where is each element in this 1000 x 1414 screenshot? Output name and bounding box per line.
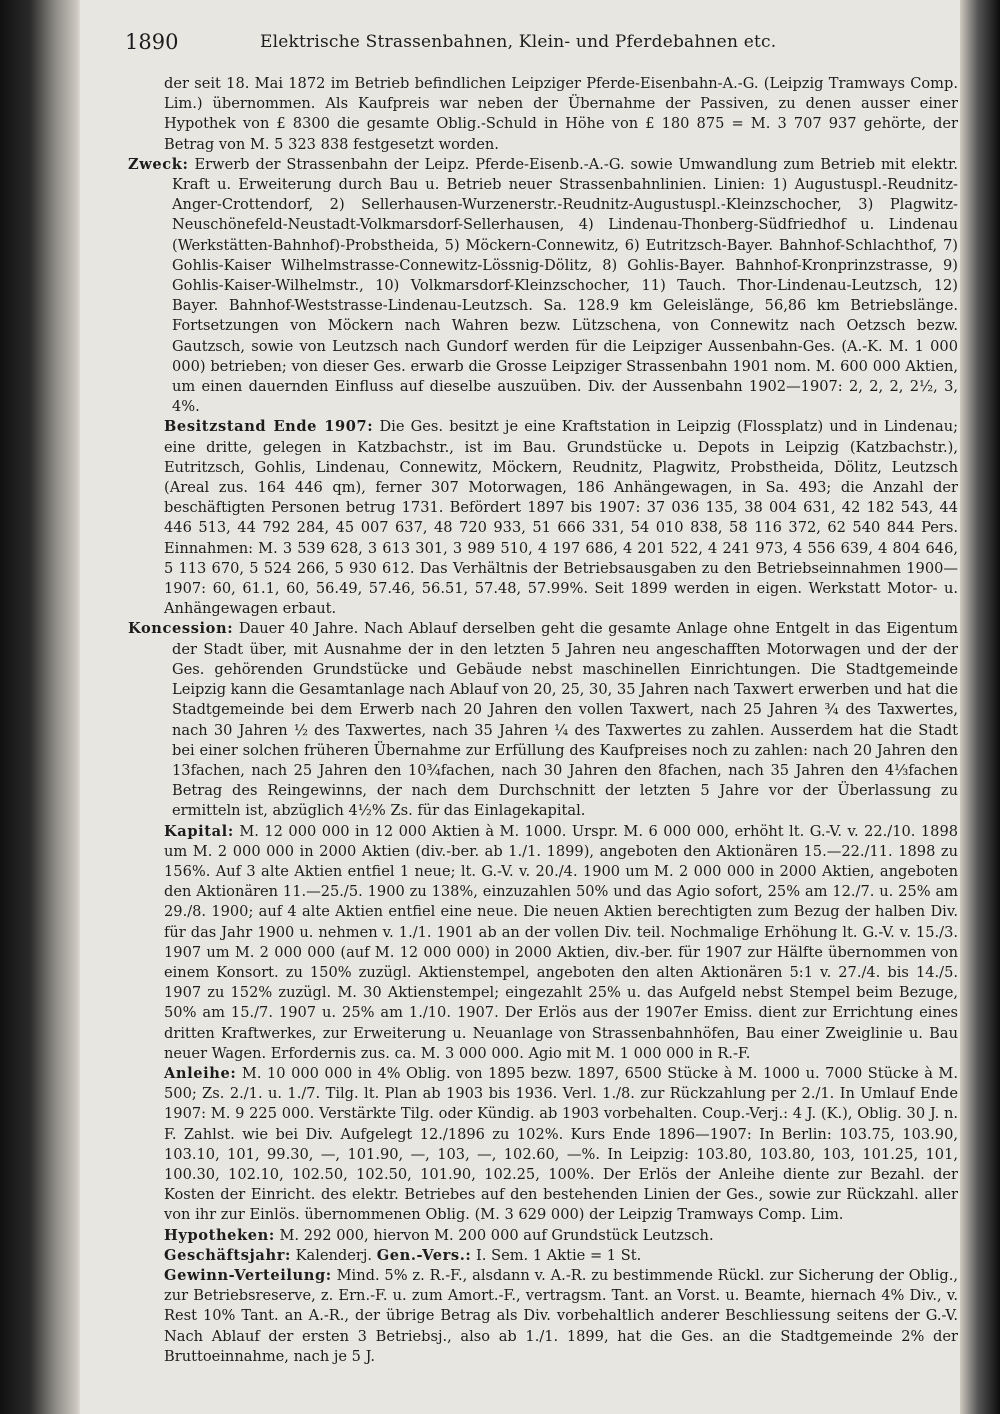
running-title: Elektrische Strassenbahnen, Klein- und Pferdebahnen etc. <box>260 32 777 52</box>
document-body <box>128 74 958 1367</box>
anleihe-label: Anleihe: <box>164 1064 237 1082</box>
geschaeftsjahr-text: Kalenderj. <box>295 1246 373 1264</box>
zweck-label: Zweck: <box>128 155 189 173</box>
scan-edge-right <box>960 0 1000 1414</box>
gen-vers-label: Gen.-Vers.: <box>376 1246 472 1264</box>
kapital-section <box>128 822 958 1064</box>
besitzstand-text: Die Ges. besitzt je eine Kraftstation in Leipzig (Flossplatz) und in Lindenau; eine dritte, gelegen in Katzbachstr., ist im Bau. Grundstücke u. Depots in Leipzig (Katzbachstr.), Eutritzsch, Gohlis, Lindenau, Connewitz, Möckern, Reudnitz, Plagwitz, Probstheida, Dölitz, Leutzsch (Areal zus. 164 446 qm), ferner 307 Motorwagen, 186 Anhängewagen, in Sa. 493; die Anzahl der beschäftigten Personen betrug 1731. Befördert 1897 bis 1907: 37 036 135, 38 004 631, 42 182 543, 44 446 513, 44 792 284, 45 007 637, 48 720 933, 51 666 331, 54 010 838, 58 116 372, 62 540 844 Pers. Einnahmen: M. 3 539 628, 3 613 301, 3 989 510, 4 197 686, 4 201 522, 4 241 973, 4 556 639, 4 804 646, 5 113 670, 5 524 266, 5 930 612. Das Verhältnis der Betriebsausgaben zu den Betriebseinnahmen 1900—1907: 60, 61.1, 60, 56.49, 57.46, 56.51, 57.48, 57.99%. Seit 1899 werden in eigen. Werkstatt Motor- u. Anhängewagen erbaut. <box>164 418 959 618</box>
hypotheken-label: Hypotheken: <box>164 1226 275 1244</box>
koncession-section <box>128 619 958 821</box>
hypotheken-section <box>128 1226 958 1246</box>
zweck-text: Erwerb der Strassenbahn der Leipz. Pferde-Eisenb.-A.-G. sowie Umwandlung zum Betrieb mit elektr. Kraft u. Erweiterung durch Bau u. Betrieb neuer Strassenbahnlinien. Linien: 1) Augustuspl.-Reudnitz-Anger-Crottendorf, 2) Sellerhausen-Wurzenerstr.-Reudnitz-Augustuspl.-Kleinzschocher, 3) Plagwitz-Neuschönefeld-Neustadt-Volkmarsdorf-Sellerhausen, 4) Lindenau-Thonberg-Südfriedhof u. Lindenau (Werkstätten-Bahnhof)-Probstheida, 5) Möckern-Connewitz, 6) Eutritzsch-Bayer. Bahnhof-Schlachthof, 7) Gohlis-Kaiser Wilhelmstrasse-Connewitz-Lössnig-Dölitz, 8) Gohlis-Bayer. Bahnhof-Kronprinzstrasse, 9) Gohlis-Kaiser-Wilhelmstr., 10) Volkmarsdorf-Kleinzschocher, 11) Tauch. Thor-Lindenau-Leutzsch, 12) Bayer. Bahnhof-Weststrasse-Lindenau-Leutzsch. Sa. 128.9 km Geleislänge, 56,86 km Betriebslänge. Fortsetzungen von Möckern nach Wahren bezw. Lützschena, von Connewitz nach Oetzsch bezw. Gautzsch, sowie von Leutzsch nach Gundorf werden für die Leipziger Aussenbahn-Ges. (A.-K. M. 1 000 000) betrieben; von dieser Ges. erwarb die Grosse Leipziger Strassenbahn 1901 nom. M. 600 000 Aktien, um einen dauernden Einfluss auf dieselbe auszuüben. Div. der Aussenbahn 1902—1907: 2, 2, 2, 2½, 3, 4%. <box>172 155 959 416</box>
gewinn-verteilung-label: Gewinn-Verteilung: <box>164 1266 332 1284</box>
page-header <box>125 30 955 58</box>
gen-vers-text: I. Sem. 1 Aktie = 1 St. <box>476 1246 642 1264</box>
gewinn-verteilung-section <box>128 1266 958 1367</box>
zweck-section <box>128 155 958 418</box>
geschaeftsjahr-label: Geschäftsjahr: <box>164 1246 291 1264</box>
kapital-label: Kapital: <box>164 822 234 840</box>
anleihe-text: M. 10 000 000 in 4% Oblig. von 1895 bezw. 1897, 6500 Stücke à M. 1000 u. 7000 Stücke à M. 500; Zs. 2./1. u. 1./7. Tilg. lt. Plan ab 1903 bis 1936. Verl. 1./8. zur Rückzahlung per 2./1. In Umlauf Ende 1907: M. 9 225 000. Verstärkte Tilg. oder Kündig. ab 1903 vorbehalten. Coup.-Verj.: 4 J. (K.), Oblig. 30 J. n. F. Zahlst. wie bei Div. Aufgelegt 12./1896 zu 102%. Kurs Ende 1896—1907: In Berlin: 103.75, 103.90, 103.10, 101, 99.30, —, 101.90, —, 103, —, 102.60, —%. In Leipzig: 103.80, 103.80, 103, 101.25, 101, 100.30, 102.10, 102.50, 102.50, 101.90, 102.25, 100%. Der Erlös der Anleihe diente zur Bezahl. der Kosten der Einricht. des elektr. Betriebes auf den bestehenden Linien der Ges., sowie zur Rückzahl. aller von ihr zur Einlös. übernommenen Oblig. (M. 3 629 000) der Leipzig Tramways Comp. Lim. <box>164 1064 959 1224</box>
anleihe-section <box>128 1064 958 1226</box>
besitzstand-label: Besitzstand Ende 1907: <box>164 418 374 436</box>
kapital-text: M. 12 000 000 in 12 000 Aktien à M. 1000. Urspr. M. 6 000 000, erhöht lt. G.-V. v. 22./10. 1898 um M. 2 000 000 in 2000 Aktien (div.-ber. ab 1./1. 1899), angeboten den Aktionären 15.—22./11. 1898 zu 156%. Auf 3 alte Aktien entfiel 1 neue; lt. G.-V. v. 20./4. 1900 um M. 2 000 000 in 2000 Aktien, angeboten den Aktionären 11.—25./5. 1900 zu 138%, einzuzahlen 50% und das Agio sofort, 25% am 12./7. u. 25% am 29./8. 1900; auf 4 alte Aktien entfiel eine neue. Die neuen Aktien berechtigten zum Bezug der halben Div. für das Jahr 1900 u. nehmen v. 1./1. 1901 ab an der vollen Div. teil. Nochmalige Erhöhung lt. G.-V. v. 15./3. 1907 um M. 2 000 000 (auf M. 12 000 000) in 2000 Aktien, div.-ber. für 1907 zur Hälfte übernommen von einem Konsort. zu 150% zuzügl. Aktienstempel, angeboten den alten Aktionären 5:1 v. 27./4. bis 14./5. 1907 zu 152% zuzügl. M. 30 Aktienstempel; eingezahlt 25% u. das Aufgeld nebst Stempel beim Bezuge, 50% am 15./7. 1907 u. 25% am 1./10. 1907. Der Erlös aus der 1907er Emiss. dient zur Errichtung eines dritten Kraftwerkes, zur Erweiterung u. Neuanlage von Strassenbahnhöfen, Bau einer Zweiglinie u. Bau neuer Wagen. Erfordernis zus. ca. M. 3 000 000. Agio mit M. 1 000 000 in R.-F. <box>164 822 959 1062</box>
koncession-label: Koncession: <box>128 620 234 638</box>
koncession-text: Dauer 40 Jahre. Nach Ablauf derselben geht die gesamte Anlage ohne Entgelt in das Eigentum der Stadt über, mit Ausnahme der in den letzten 5 Jahren neu angeschafften Motorwagen und der der Ges. gehörenden Grundstücke und Gebäude nebst maschinellen Einrichtungen. Die Stadtgemeinde Leipzig kann die Gesamtanlage nach Ablauf von 20, 25, 30, 35 Jahren nach Taxwert erwerben und hat die Stadtgemeinde bei dem Erwerb nach 20 Jahren den vollen Taxwert, nach 25 Jahren ¾ des Taxwertes, nach 30 Jahren ½ des Taxwertes, nach 35 Jahren ¼ des Taxwertes zu zahlen. Ausserdem hat die Stadt bei einer solchen früheren Übernahme zur Erfüllung des Kaufpreises noch zu zahlen: nach 20 Jahren den 13fachen, nach 25 Jahren den 10¾fachen, nach 30 Jahren den 8fachen, nach 35 Jahren den 4⅓fachen Betrag des Reingewinns, der nach dem Durchschnitt der letzten 5 Jahre vor der Überlassung zu ermitteln ist, abzüglich 4½% Zs. für das Einlagekapital. <box>172 620 959 820</box>
scan-edge-left <box>0 0 78 1414</box>
gewinn-verteilung-text: Mind. 5% z. R.-F., alsdann v. A.-R. zu bestimmende Rückl. zur Sicherung der Oblig., zur Betriebsreserve, z. Ern.-F. u. zum Amort.-F., vertragsm. Tant. an Vorst. u. Beamte, hiernach 4% Div., v. Rest 10% Tant. an A.-R., der übrige Betrag als Div. vorbehaltlich anderer Beschliessung seitens der G.-V. Nach Ablauf der ersten 3 Betriebsj., also ab 1./1. 1899, hat die Ges. an die Stadtgemeinde 2% der Bruttoeinnahme, nach je 5 J. <box>164 1266 958 1365</box>
hypotheken-text: M. 292 000, hiervon M. 200 000 auf Grundstück Leutzsch. <box>279 1226 714 1244</box>
intro-text: der seit 18. Mai 1872 im Betrieb befindlichen Leipziger Pferde-Eisenbahn-A.-G. (Leipzig Tramways Comp. Lim.) übernommen. Als Kaufpreis war neben der Übernahme der Passiven, zu denen ausser einer Hypothek von £ 8300 die gesamte Oblig.-Schuld in Höhe von £ 180 875 = M. 3 707 937 gehörte, der Betrag von M. 5 323 838 festgesetzt worden. <box>164 75 958 153</box>
besitzstand-section <box>128 417 958 619</box>
intro-paragraph <box>128 74 958 155</box>
geschaeftsjahr-section <box>128 1246 958 1266</box>
page-number: 1890 <box>125 30 179 54</box>
